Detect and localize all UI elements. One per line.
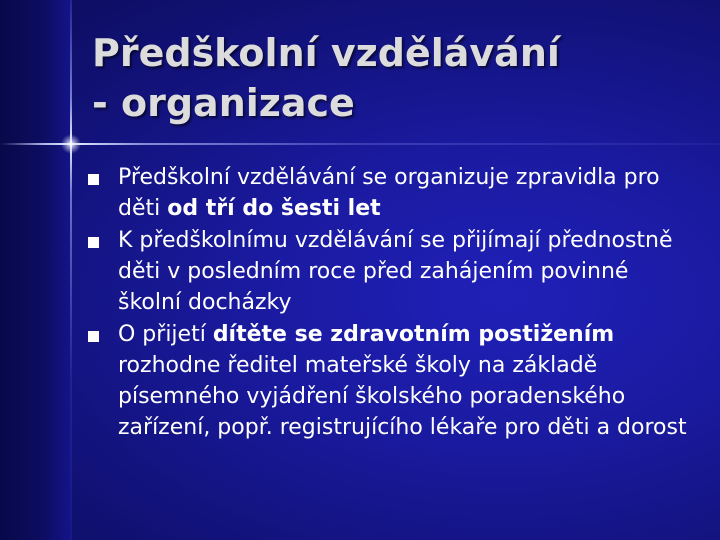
bullet-item (88, 225, 688, 318)
square-bullet-icon (88, 237, 99, 248)
bullet-item (88, 162, 688, 224)
title-line-2: - organizace (92, 81, 355, 125)
title-line-1: Předškolní vzdělávání (92, 31, 560, 75)
slide-title (92, 28, 692, 128)
bullet-text-part: O přijetí (118, 322, 213, 347)
bullet-text (118, 228, 673, 315)
bullet-text-emphasis: dítěte se zdravotním postižením (212, 322, 615, 347)
horizontal-accent-line (0, 143, 720, 145)
bullet-text-part: Předškolní vzdělávání se organizuje zpravidla pro děti (118, 165, 660, 221)
bullet-text-part: K předškolnímu vzdělávání se přijímají přednostně děti v posledním roce před zahájením povinné školní docházky (118, 228, 673, 315)
vertical-accent-line (70, 0, 72, 540)
left-decorative-panel (0, 0, 72, 540)
bullet-text (118, 322, 687, 440)
bullet-text-emphasis: od tří do šesti let (167, 196, 381, 221)
bullet-item (88, 319, 688, 443)
square-bullet-icon (88, 331, 99, 342)
sparkle-icon (61, 134, 81, 154)
square-bullet-icon (88, 174, 99, 185)
bullet-list (88, 162, 688, 444)
bullet-text (118, 165, 660, 221)
bullet-text-part: rozhodne ředitel mateřské školy na základě písemného vyjádření školského poradenského zařízení, popř. registrujícího lékaře pro děti a dorost (118, 353, 687, 440)
